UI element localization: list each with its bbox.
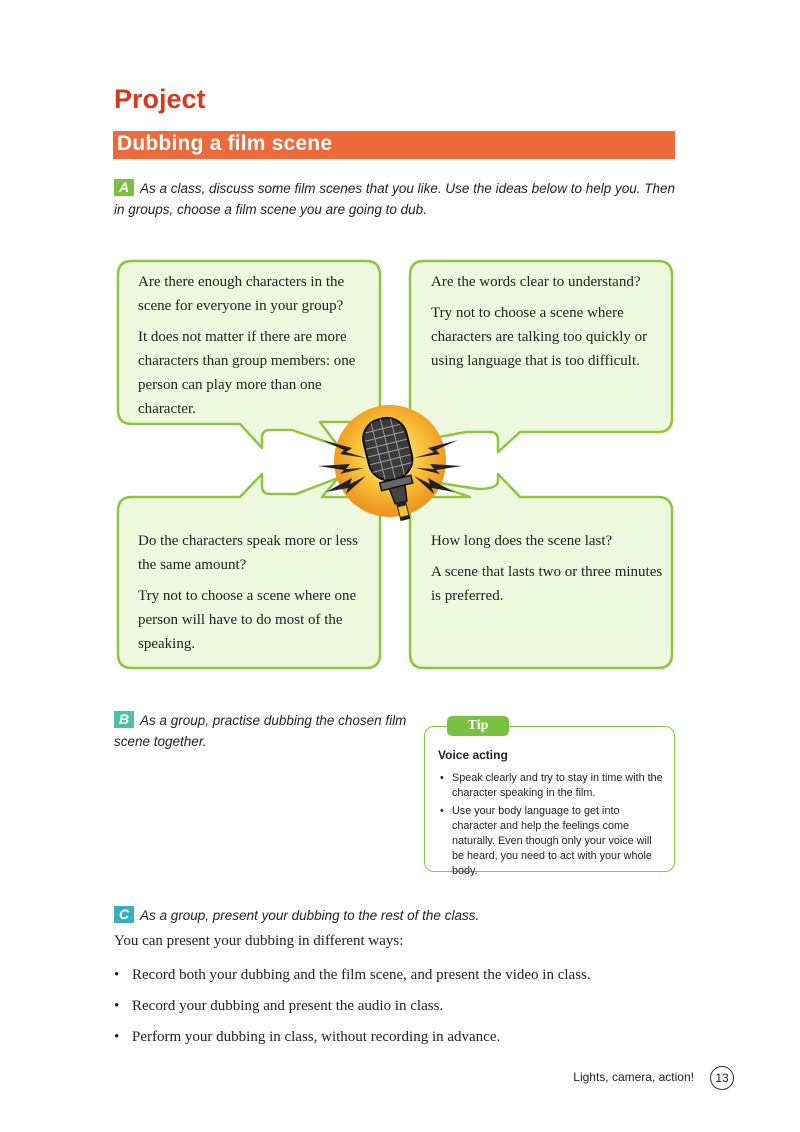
list-item: • Perform your dubbing in class, without recording in advance. bbox=[114, 1026, 754, 1057]
footer-unit-title: Lights, camera, action! bbox=[573, 1070, 694, 1084]
task-c-text: As a group, present your dubbing to the rest of the class. bbox=[140, 908, 480, 923]
task-b-badge: B bbox=[114, 711, 134, 728]
bubble-text-words bbox=[431, 270, 663, 380]
task-c-badge: C bbox=[114, 906, 134, 923]
task-b-text: As a group, practise dubbing the chosen film scene together. bbox=[114, 713, 407, 749]
bubble-text-length bbox=[431, 529, 663, 615]
presentation-options bbox=[114, 964, 754, 1057]
task-b-instruction bbox=[114, 710, 414, 752]
page-title: Project bbox=[114, 84, 206, 114]
bubble-text-characters bbox=[138, 270, 376, 428]
task-c-instruction bbox=[114, 905, 674, 926]
bubble-question: Are there enough characters in the scene for everyone in your group? bbox=[138, 274, 345, 314]
bubble-question: How long does the scene last? bbox=[431, 533, 613, 549]
task-a-badge: A bbox=[114, 179, 134, 196]
task-a-text: As a class, discuss some film scenes that you like. Use the ideas below to help you. Then in groups, choose a film scene you are going to dub. bbox=[114, 181, 676, 217]
bubble-question: Are the words clear to understand? bbox=[431, 274, 641, 290]
list-item: • Record both your dubbing and the film scene, and present the video in class. bbox=[114, 964, 754, 995]
page-number: 13 bbox=[710, 1066, 734, 1090]
task-c-intro: You can present your dubbing in different ways: bbox=[114, 933, 404, 949]
bubble-question: Do the characters speak more or less the same amount? bbox=[138, 533, 358, 573]
tip-item: • Use your body language to get into character and help the feelings come naturally. Even though only your voice will be heard, you need to act with your whole body. bbox=[440, 804, 665, 879]
bubble-detail: Try not to choose a scene where characters are talking too quickly or using language that is too difficult. bbox=[431, 305, 648, 369]
bubble-detail: A scene that lasts two or three minutes is preferred. bbox=[431, 564, 663, 604]
list-item: • Record your dubbing and present the audio in class. bbox=[114, 995, 754, 1026]
bubble-detail: It does not matter if there are more characters than group members: one person can play more than one character. bbox=[138, 329, 356, 417]
tip-list bbox=[440, 771, 665, 882]
tip-item: • Speak clearly and try to stay in time with the character speaking in the film. bbox=[440, 771, 665, 801]
tip-tab: Tip bbox=[447, 716, 509, 736]
bubble-detail: Try not to choose a scene where one person will have to do most of the speaking. bbox=[138, 588, 357, 652]
section-title: Dubbing a film scene bbox=[117, 132, 333, 155]
bubble-text-amount bbox=[138, 529, 376, 663]
tip-heading: Voice acting bbox=[438, 748, 508, 762]
